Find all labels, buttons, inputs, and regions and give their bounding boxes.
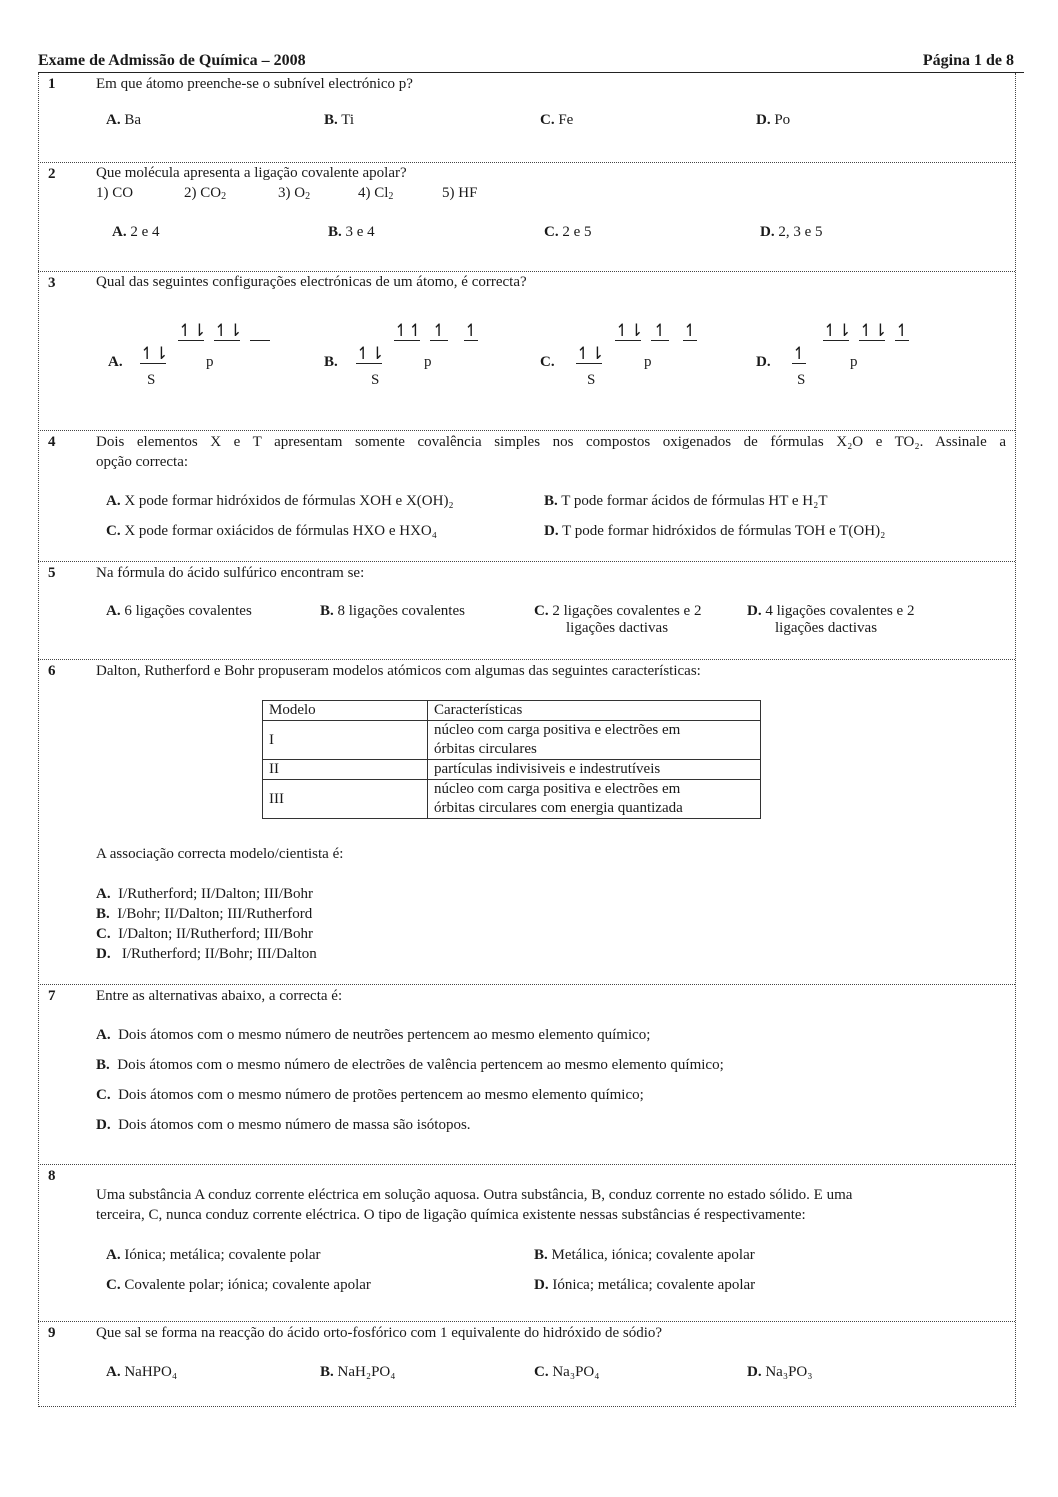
page-header	[38, 52, 1024, 73]
question-prompt: A associação correcta modelo/cientista é:	[96, 846, 344, 862]
p-label: p	[424, 354, 432, 370]
option-b[interactable]: B. Ti	[324, 112, 355, 128]
p-label: p	[850, 354, 858, 370]
s-label: S	[797, 372, 806, 388]
question-text: Na fórmula do ácido sulfúrico encontram se:	[96, 565, 365, 581]
option-d[interactable]: D. Po	[756, 112, 791, 128]
question-8	[38, 1164, 1015, 1322]
question-text: Que molécula apresenta a ligação covalente apolar?	[96, 165, 407, 181]
option-c[interactable]: C. X pode formar oxiácidos de fórmulas HXO e HXO₄	[106, 523, 437, 539]
question-1	[38, 73, 1015, 162]
question-9	[38, 1321, 1015, 1407]
option-b[interactable]: B. NaH₂PO₄	[320, 1364, 396, 1380]
question-text: Que sal se forma na reacção do ácido orto-fosfórico com 1 equivalente do hidróxido de sódio?	[96, 1325, 663, 1341]
p-label: p	[206, 354, 214, 370]
question-3: 3 Qual das seguintes configurações electrónicas de um átomo, é correcta? A. ↿⇂ S ↿⇂ ↿⇂ p B. ↿⇂ S ↿↿ ↿ ↿ p C. ↿⇂ S ↿⇂ ↿ ↿ p D. ↿ S ↿⇂ ↿⇂ ↿ p	[38, 271, 1015, 431]
option-a[interactable]: A. 2 e 4	[112, 224, 160, 240]
table-row	[263, 760, 761, 780]
question-text-line-2: opção correcta:	[96, 454, 189, 470]
option-c[interactable]: C. Fe	[540, 112, 574, 128]
s-label: S	[587, 372, 596, 388]
s-label: S	[147, 372, 156, 388]
page-number: Página 1 de 8	[922, 52, 1014, 69]
question-7	[38, 984, 1015, 1165]
table-header-row	[263, 701, 761, 721]
s-orbital: ↿⇂	[356, 344, 385, 364]
exam-title: Exame de Admissão de Química – 2008	[38, 52, 306, 69]
question-number: 3	[48, 275, 56, 291]
option-b[interactable]: B. Dois átomos com o mesmo número de electrões de valência pertencem ao mesmo elemento químico;	[96, 1057, 724, 1073]
question-text: Dalton, Rutherford e Bohr propuseram modelos atómicos com algumas das seguintes características:	[96, 663, 701, 679]
characteristics-cell: partículas indivisiveis e indestrutíveis	[428, 760, 761, 780]
option-c[interactable]: C. Covalente polar; iónica; covalente apolar	[106, 1277, 371, 1293]
question-number: 9	[48, 1325, 56, 1341]
question-number: 1	[48, 76, 56, 92]
option-d[interactable]: D. Na₃PO₃	[747, 1364, 813, 1380]
model-cell: II	[263, 760, 428, 780]
molecule-5: 5) HF	[442, 185, 478, 201]
option-b[interactable]: B. T pode formar ácidos de fórmulas HT e H₂T	[544, 493, 828, 509]
question-text: Em que átomo preenche-se o subnível electrónico p?	[96, 76, 413, 92]
p-orbital-3: ↿	[683, 321, 698, 341]
p-orbital-2: ↿	[652, 321, 668, 341]
question-number: 5	[48, 565, 56, 581]
question-number: 7	[48, 988, 56, 1004]
s-orbital: ↿⇂	[140, 344, 169, 364]
option-d[interactable]: D. Dois átomos com o mesmo número de massa são isótopos.	[96, 1117, 471, 1133]
question-4	[38, 430, 1015, 562]
option-c[interactable]: C. 2 e 5	[544, 224, 592, 240]
option-d[interactable]: D. Iónica; metálica; covalente apolar	[534, 1277, 756, 1293]
p-orbital-1: ↿⇂	[823, 321, 852, 341]
molecule-3: 3) $O_2$	[278, 185, 311, 202]
p-orbital-3	[250, 322, 270, 341]
option-a[interactable]: A. 6 ligações covalentes	[106, 603, 252, 619]
option-d[interactable]: D. I/Rutherford; II/Bohr; III/Dalton	[96, 946, 317, 962]
characteristics-cell: núcleo com carga positiva e electrões em órbitas circulares com energia quantizada	[428, 780, 761, 819]
option-c[interactable]: C. I/Dalton; II/Rutherford; III/Bohr	[96, 926, 314, 942]
header-cell: Modelo	[263, 701, 428, 721]
characteristics-cell: núcleo com carga positiva e electrões em órbitas circulares	[428, 721, 761, 760]
p-orbital-1: ↿⇂	[615, 321, 644, 341]
s-orbital: ↿	[792, 344, 807, 364]
option-a[interactable]: A. NaHPO₄	[106, 1364, 178, 1380]
p-orbital-3: ↿	[895, 321, 910, 341]
p-orbital-1: ↿⇂	[178, 321, 207, 341]
question-text-line-2: terceira, C, nunca conduz corrente eléctrica. O tipo de ligação química existente nessas substâncias é respectivamente:	[96, 1207, 806, 1223]
option-c[interactable]: C. 2 ligações covalentes e 2 ligações dactivas	[534, 603, 702, 636]
molecule-4: 4) $Cl_2$	[358, 185, 394, 202]
table-row	[263, 780, 761, 819]
option-d[interactable]: D. T pode formar hidróxidos de fórmulas TOH e T(OH)₂	[544, 523, 886, 539]
question-2	[38, 162, 1015, 272]
question-5	[38, 561, 1015, 660]
question-number: 2	[48, 166, 56, 182]
option-c[interactable]: C. Na₃PO₄	[534, 1364, 600, 1380]
option-b[interactable]: B. Metálica, iónica; covalente apolar	[534, 1247, 755, 1263]
option-a[interactable]: A. Dois átomos com o mesmo número de neutrões pertencem ao mesmo elemento químico;	[96, 1027, 651, 1043]
s-orbital: ↿⇂	[576, 344, 605, 364]
models-table	[262, 700, 761, 819]
option-b[interactable]: B. 8 ligações covalentes	[320, 603, 465, 619]
question-text-line-1: Dois elementos X e T apresentam somente covalência simples nos compostos oxigenados de fórmulas X₂O e TO₂. Assinale a	[96, 434, 1006, 450]
option-a[interactable]: A. I/Rutherford; II/Dalton; III/Bohr	[96, 886, 314, 902]
model-cell: I	[263, 721, 428, 760]
question-number: 6	[48, 663, 56, 679]
molecule-1: 1) CO	[96, 185, 134, 201]
model-cell: III	[263, 780, 428, 819]
table-row	[263, 721, 761, 760]
option-a[interactable]: A. X pode formar hidróxidos de fórmulas XOH e X(OH)₂	[106, 493, 454, 509]
p-orbital-2: ↿⇂	[214, 321, 243, 341]
molecule-2: 2) $CO_2$	[184, 185, 227, 202]
question-text: Qual das seguintes configurações electrónicas de um átomo, é correcta?	[96, 274, 527, 290]
question-number: 4	[48, 434, 56, 450]
option-d[interactable]: D. 2, 3 e 5	[760, 224, 823, 240]
option-a[interactable]: A. Ba	[106, 112, 142, 128]
p-orbital-2: ↿	[431, 321, 447, 341]
p-orbital-1: ↿↿	[394, 321, 423, 341]
p-orbital-2: ↿⇂	[859, 321, 888, 341]
options-list	[96, 884, 317, 964]
option-a[interactable]: A. Iónica; metálica; covalente polar	[106, 1247, 321, 1263]
header-cell: Características	[428, 701, 761, 721]
p-label: p	[644, 354, 652, 370]
option-c[interactable]: C. Dois átomos com o mesmo número de protões pertencem ao mesmo elemento químico;	[96, 1087, 644, 1103]
question-text-line-1: Uma substância A conduz corrente eléctrica em solução aquosa. Outra substância, B, conduz corrente no estado sólido. E uma	[96, 1187, 853, 1203]
s-label: S	[371, 372, 380, 388]
question-number: 8	[48, 1168, 56, 1184]
p-orbital-3: ↿	[464, 321, 479, 341]
option-b[interactable]: B. I/Bohr; II/Dalton; III/Rutherford	[96, 906, 313, 922]
option-b[interactable]: B. 3 e 4	[328, 224, 375, 240]
question-text: Entre as alternativas abaixo, a correcta é:	[96, 988, 343, 1004]
option-d[interactable]: D. 4 ligações covalentes e 2 ligações dactivas	[747, 603, 915, 636]
